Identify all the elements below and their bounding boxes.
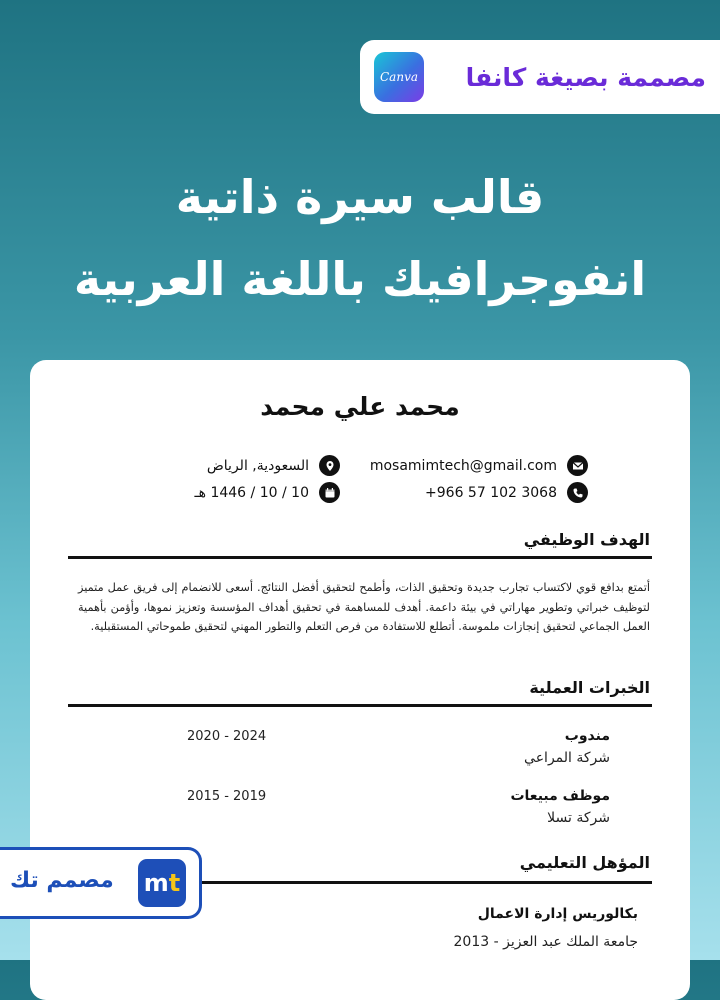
phone-row [425,482,588,503]
location-row [207,455,340,476]
objective-text: أتمتع بدافع قوي لاكتساب تجارب جديدة وتحقيق الذات، وأطمح لتحقيق أفضل النتائج. أسعى للانضمام إلى فريق عمل متميز لتوظيف خبراتي وتطوير مهاراتي في بيئة داعمة. أهدف للمساهمة في تحقيق أهداف المؤسسة وتعزيز نموها، وأؤمن بأهمية العمل الجماعي لتحقيق إنجازات ملموسة. أتطلع للاستفادة من فرص التعلم والتطور المهني لتحقيق طموحاتي المستقبلية. [78,581,650,633]
date-row [195,482,340,503]
brand-logo-t: t [168,869,181,897]
envelope-icon [567,455,588,476]
brand-name: مصمم تك [10,868,114,893]
email-row [370,455,588,476]
badge-text: مصممة بصيغة كانفا [465,62,706,92]
location-text: السعودية, الرياض [206,457,309,474]
education-school: جامعة الملك عبد العزيز - 2013 [453,934,638,950]
job-period: 2015 - 2019 [187,789,267,804]
location-pin-icon [319,455,340,476]
canva-logo: Canva [374,52,424,102]
hero-title-line-1: قالب سيرة ذاتية [175,170,545,224]
phone-icon [567,482,588,503]
education-degree: بكالوريس إدارة الاعمال [477,906,638,922]
experience-title: الخبرات العملية [529,678,650,697]
date-text: 10 / 10 / 1446 هـ [194,484,309,501]
objective-title: الهدف الوظيفي [523,530,650,549]
brand-logo [138,859,186,907]
job-company: شركة تسلا [547,810,610,826]
job-role: مندوب [564,728,610,744]
canva-badge [360,40,720,114]
hero-title-line-2: انفوجرافيك باللغة العربية [73,252,647,306]
resume-name: محمد علي محمد [260,392,460,421]
phone-text: +966 57 102 3068 [425,484,557,501]
job-period: 2020 - 2024 [187,729,267,744]
objective-divider [68,556,652,559]
brand-logo-m: m [143,869,169,897]
job-company: شركة المراعي [524,750,610,766]
brand-badge [0,847,202,919]
education-title: المؤهل التعليمي [519,853,650,872]
email-text: mosamimtech@gmail.com [369,457,557,474]
calendar-icon [319,482,340,503]
experience-divider [68,704,652,707]
job-role: موظف مبيعات [510,788,610,804]
